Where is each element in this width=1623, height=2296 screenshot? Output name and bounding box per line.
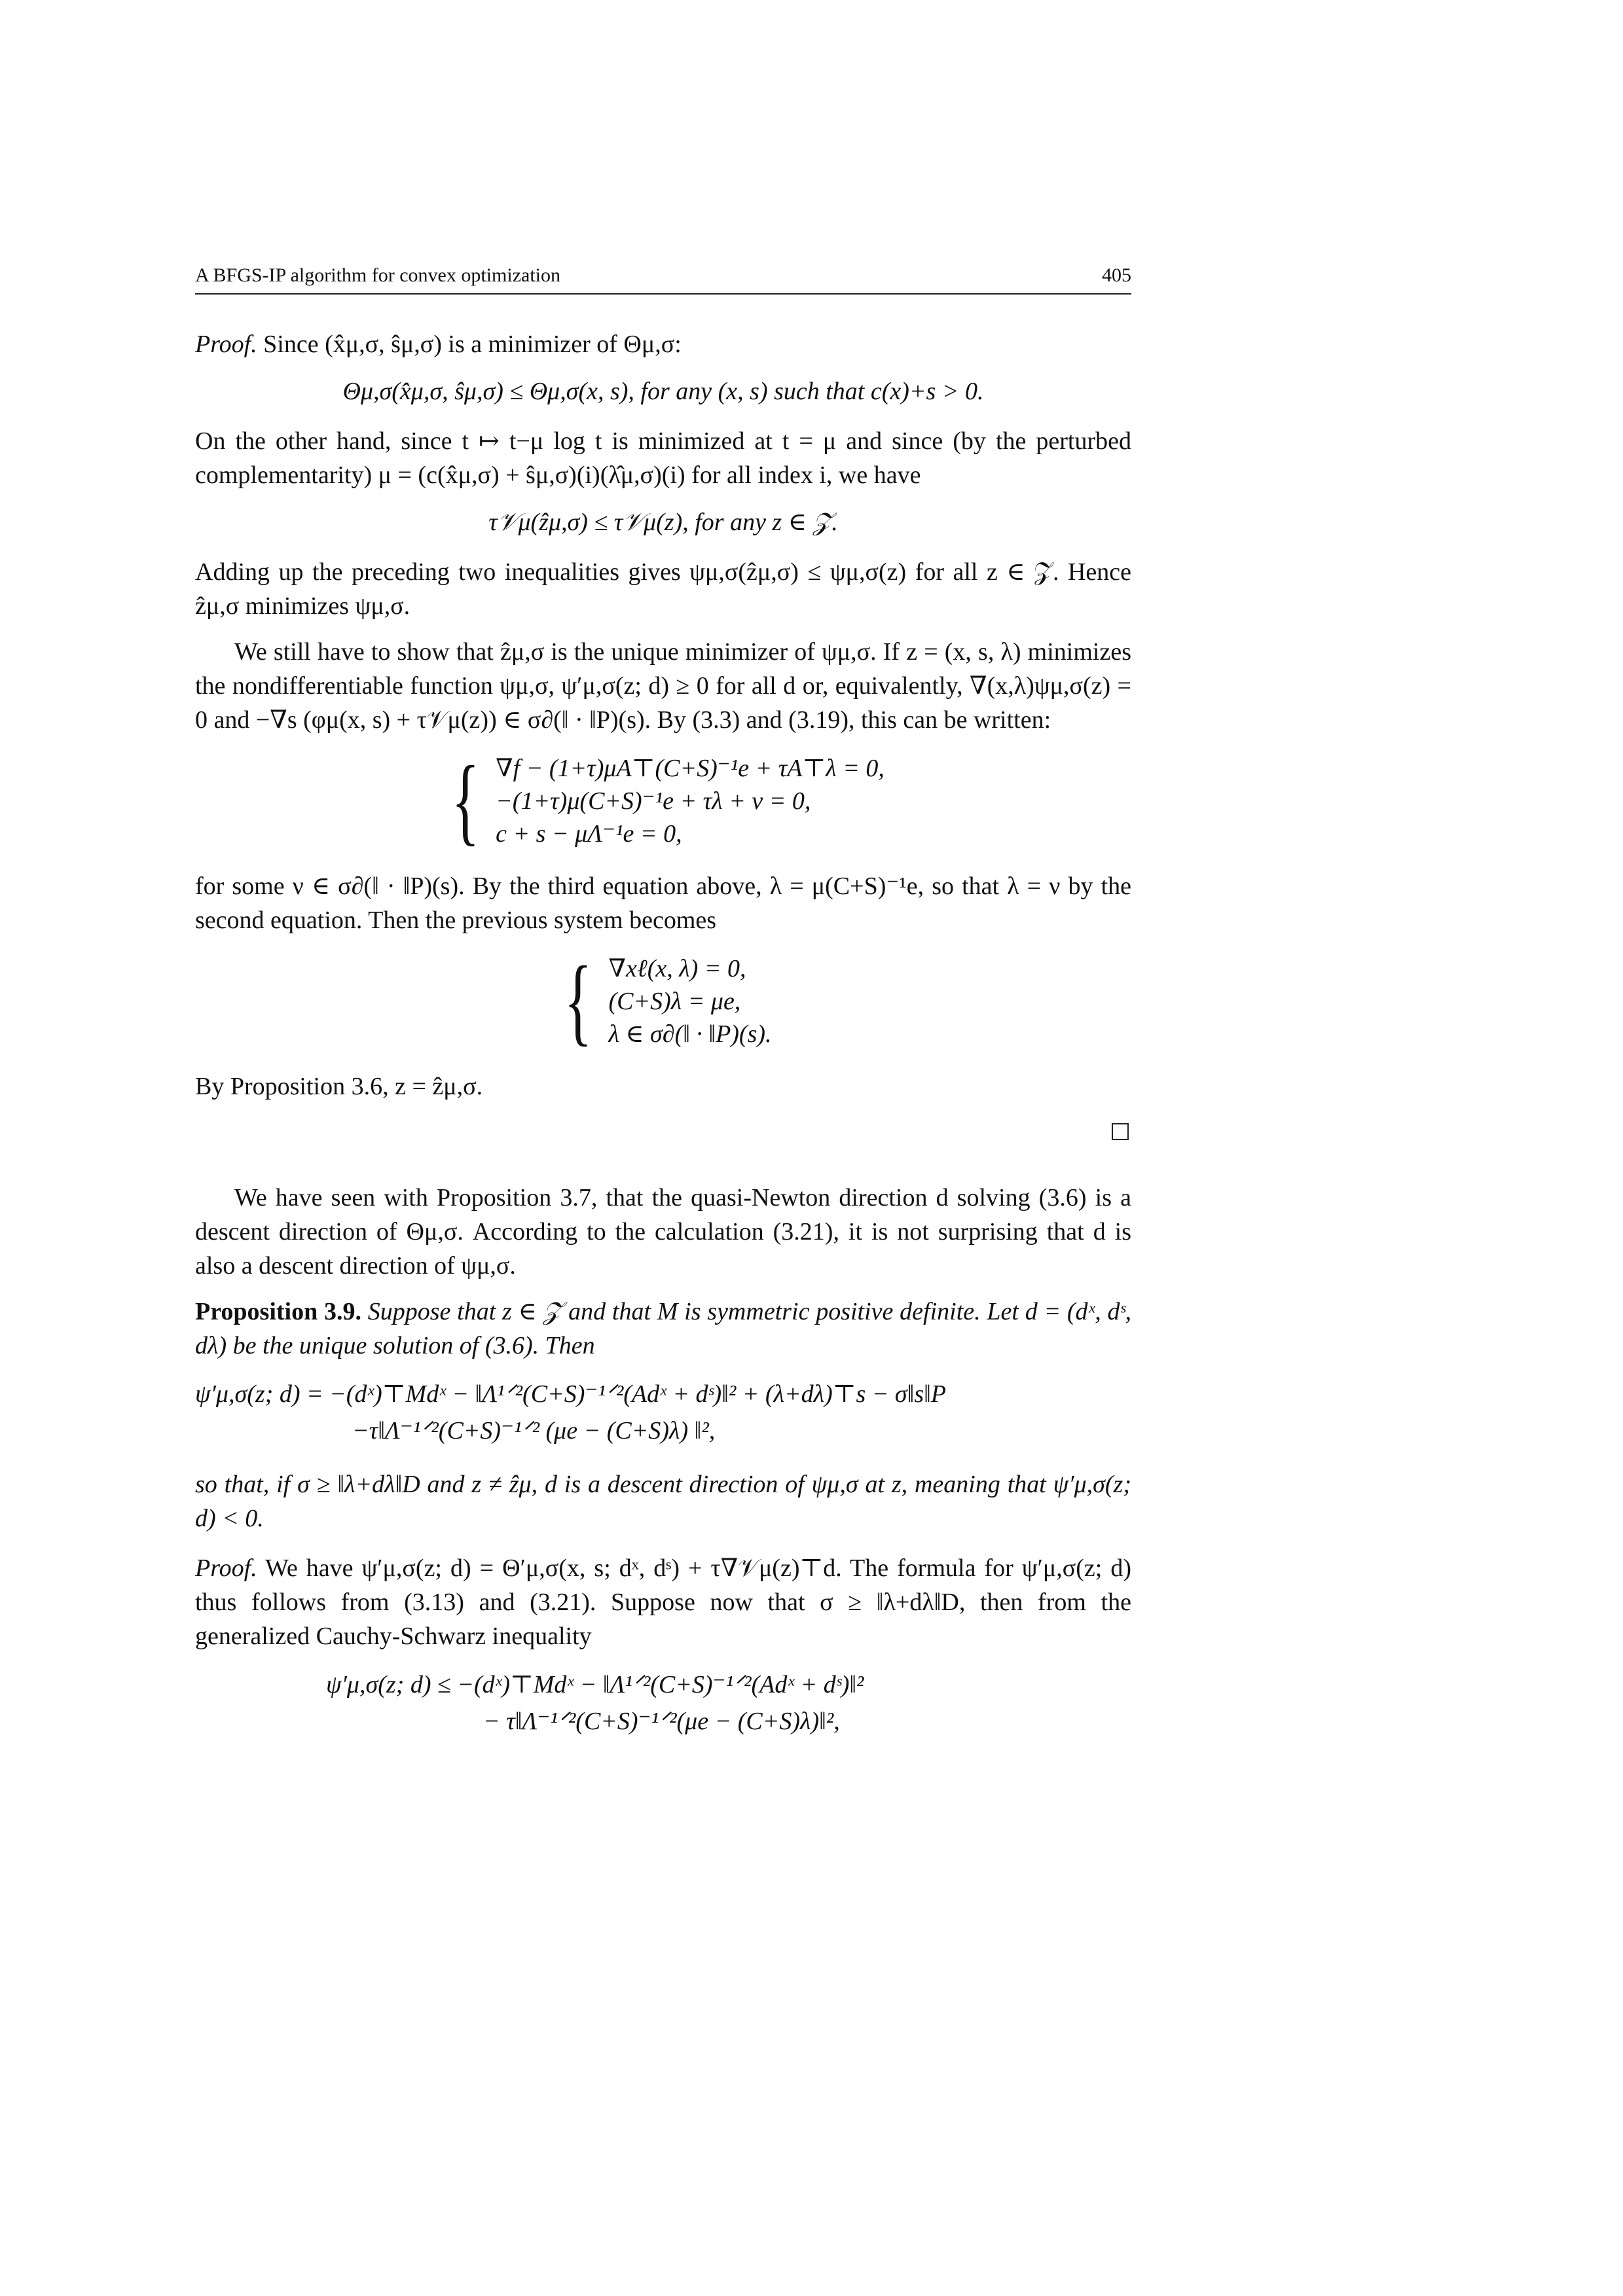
- running-title: A BFGS-IP algorithm for convex optimization: [195, 264, 561, 286]
- equation-2: τ𝒱μ(ẑμ,σ) ≤ τ𝒱μ(z), for any z ∈ 𝒵.: [488, 509, 838, 536]
- paragraph-5: By Proposition 3.6, z = ẑμ,σ.: [195, 1073, 483, 1100]
- proposition-conclusion: so that, if σ ≥ ‖λ+dλ‖D and z ≠ ẑμ, d is a descent direction of ψμ,σ at z, meaning that ψ′μ,σ(z; d) < 0.: [195, 1471, 1131, 1532]
- proof-text: Since (x̂μ,σ, ŝμ,σ) is a minimizer of Θμ,σ:: [263, 331, 682, 358]
- proposition-equation-line: −τ‖Λ⁻¹ᐟ²(C+S)⁻¹ᐟ² (μe − (C+S)λ) ‖²,: [352, 1417, 716, 1444]
- paragraph-3a: Adding up the preceding two inequalities gives ψμ,σ(ẑμ,σ) ≤ ψμ,σ(z) for all z ∈ 𝒵. Hence ẑμ,σ minimizes ψμ,σ.: [195, 558, 1131, 620]
- system-line: λ ∈ σ∂(‖ · ‖P)(s).: [608, 1020, 772, 1048]
- proposition-3-9: [195, 1295, 1131, 1363]
- proposition-equation-line: ψ′μ,σ(z; d) = −(dˣ)⊤Mdˣ − ‖Λ¹ᐟ²(C+S)⁻¹ᐟ²(Adˣ + dˢ)‖² + (λ+dλ)⊤s − σ‖s‖P: [195, 1380, 946, 1408]
- proof-paragraph-2: [195, 1551, 1131, 1653]
- paragraph-6: We have seen with Proposition 3.7, that the quasi-Newton direction d solving (3.6) is a descent direction of Θμ,σ. According to the calculation (3.21), it is not surprising that d is also a descent direction of ψμ,σ.: [195, 1184, 1131, 1280]
- final-equation: [195, 1668, 1131, 1741]
- running-header: [195, 260, 1131, 295]
- paragraph-3b: We still have to show that ẑμ,σ is the unique minimizer of ψμ,σ. If z = (x, s, λ) minimizes the nondifferentiable function ψμ,σ, ψ′μ,σ(z; d) ≥ 0 for all d or, equivalently, ∇(x,λ)ψμ,σ(z) = 0 and −∇s (φμ(x, s) + τ𝒱μ(z)) ∈ σ∂(‖ · ‖P)(s). By (3.3) and (3.19), this can be written:: [195, 638, 1131, 734]
- proof-label: Proof.: [195, 331, 257, 358]
- system-lines: [496, 751, 884, 850]
- system-line: c + s − μΛ⁻¹e = 0,: [496, 820, 682, 848]
- proposition-statement: Suppose that z ∈ 𝒵 and that M is symmetric positive definite. Let d = (dˣ, dˢ, dλ) be the unique solution of (3.6). Then: [195, 1298, 1132, 1359]
- proof-paragraph-1: [195, 327, 1131, 361]
- left-brace-symbol: {: [564, 946, 593, 1055]
- proposition-equation: [195, 1377, 1131, 1450]
- paragraph-4: for some ν ∈ σ∂(‖ · ‖P)(s). By the third equation above, λ = μ(C+S)⁻¹e, so that λ = ν by the second equation. Then the previous system becomes: [195, 872, 1131, 934]
- proof-text: We have ψ′μ,σ(z; d) = Θ′μ,σ(x, s; dˣ, dˢ) + τ∇𝒱μ(z)⊤d. The formula for ψ′μ,σ(z; d) thus follows from (3.13) and (3.21). Suppose now that σ ≥ ‖λ+dλ‖D, then from the generalized Cauchy-Schwarz inequality: [195, 1554, 1131, 1650]
- qed-row: [195, 1115, 1131, 1155]
- equation-system-1: [195, 746, 1131, 855]
- system-lines: [608, 952, 771, 1050]
- paragraph-2: On the other hand, since t ↦ t−μ log t is minimized at t = μ and since (by the perturbed complementarity) μ = (c(x̂μ,σ) + ŝμ,σ)(i)(λ̂μ,σ)(i) for all index i, we have: [195, 427, 1131, 489]
- system-line: (C+S)λ = μe,: [608, 988, 741, 1015]
- system-line: ∇xℓ(x, λ) = 0,: [608, 955, 746, 982]
- proof-label: Proof.: [195, 1554, 257, 1582]
- system-line: ∇f − (1+τ)μA⊤(C+S)⁻¹e + τA⊤λ = 0,: [496, 755, 884, 782]
- page-number: 405: [1102, 264, 1131, 286]
- final-equation-line: − τ‖Λ⁻¹ᐟ²(C+S)⁻¹ᐟ²(μe − (C+S)λ)‖²,: [483, 1708, 840, 1735]
- proposition-heading: Proposition 3.9.: [195, 1298, 361, 1325]
- equation-1: Θμ,σ(x̂μ,σ, ŝμ,σ) ≤ Θμ,σ(x, s), for any (x, s) such that c(x)+s > 0.: [342, 378, 984, 405]
- system-line: −(1+τ)μ(C+S)⁻¹e + τλ + ν = 0,: [496, 787, 811, 815]
- final-equation-line: ψ′μ,σ(z; d) ≤ −(dˣ)⊤Mdˣ − ‖Λ¹ᐟ²(C+S)⁻¹ᐟ²(Adˣ + dˢ)‖²: [326, 1671, 864, 1698]
- qed-square-icon: [1112, 1123, 1129, 1140]
- page-body: [195, 327, 1131, 1758]
- equation-system-2: [195, 946, 1131, 1055]
- left-brace-symbol: {: [451, 746, 480, 855]
